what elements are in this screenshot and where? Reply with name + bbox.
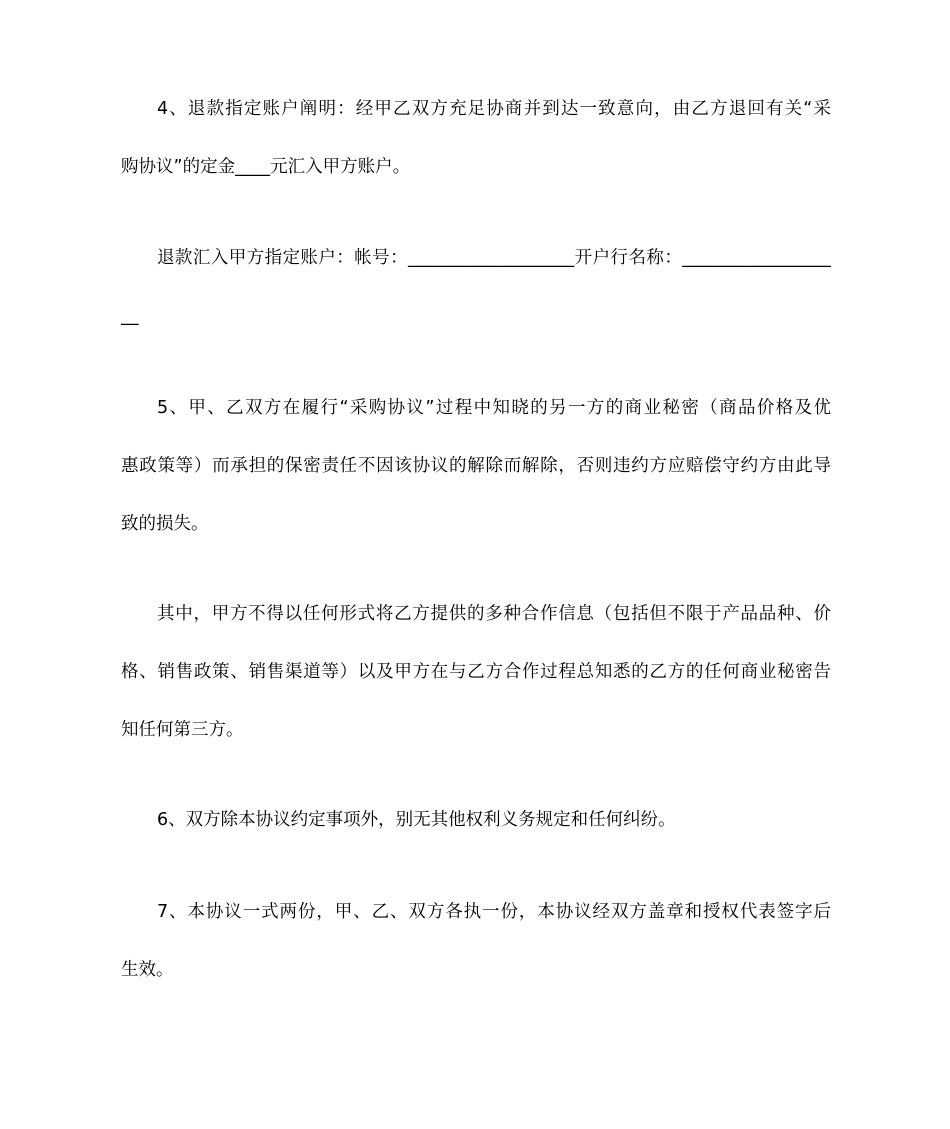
clause-4-line-1: 4、退款指定账户阐明：经甲乙双方充足协商并到达一致意向，由乙方退回有关“采 [157,99,831,119]
confidentiality-line-3: 知任何第三方。 [121,720,244,740]
refund-account-line-2: __ [121,306,139,326]
clause-5-line-2: 惠政策等）而承担的保密责任不因该协议的解除而解除，否则违约方应赔偿守约方由此导 [121,456,831,476]
clause-5-line-3: 致的损失。 [121,514,209,534]
clause-5-line-1: 5、甲、乙双方在履行“采购协议”过程中知晓的另一方的商业秘密（商品价格及优 [157,398,831,418]
confidentiality-line-2: 格、销售政策、销售渠道等）以及甲方在与乙方合作过程总知悉的乙方的任何商业秘密告 [121,662,831,682]
clause-4-line-2: 购协议”的定金____元汇入甲方账户。 [121,157,411,177]
clause-6-line-1: 6、双方除本协议约定事项外，别无其他权利义务规定和任何纠纷。 [157,810,676,830]
refund-account-line-1: 退款汇入甲方指定账户：帐号：___________________开户行名称：_________________ [157,248,831,268]
confidentiality-line-1: 其中，甲方不得以任何形式将乙方提供的多种合作信息（包括但不限于产品品种、价 [157,604,831,624]
clause-7-line-1: 7、本协议一式两份，甲、乙、双方各执一份，本协议经双方盖章和授权代表签字后 [157,902,831,922]
clause-7-line-2: 生效。 [121,960,174,980]
